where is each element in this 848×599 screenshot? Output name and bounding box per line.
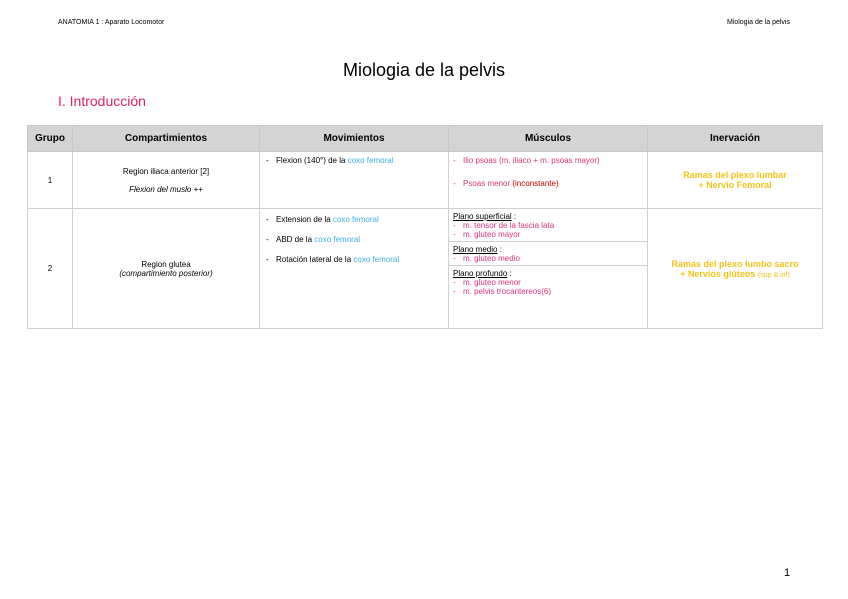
row2-musculos <box>449 209 648 329</box>
list-item-text: m. gluteo menor <box>463 278 521 287</box>
row2-compartimiento <box>73 209 260 329</box>
row1-inerv-line1: Ramas del plexo lumbar <box>683 170 787 180</box>
row2-mov2-link: coxo femoral <box>314 235 361 244</box>
row2-movimientos <box>260 209 449 329</box>
plano-profundo <box>449 266 647 298</box>
list-item: - m. gluteo medio <box>453 254 520 263</box>
running-header-right: Miologia de la pelvis <box>726 19 790 26</box>
page-title: Miologia de la pelvis <box>342 60 506 80</box>
row1-mov1-text: Flexion (140°) de la <box>276 156 348 165</box>
row2-inerv-line1: Ramas del plexo lumbo sacro <box>671 258 799 269</box>
page-number: 1 <box>784 567 791 579</box>
plano-medio-title: Plano medio <box>453 245 498 254</box>
row2-grupo: 2 <box>28 209 73 329</box>
table-header-row <box>28 126 823 152</box>
row2-mov3-text: Rotación lateral de la <box>276 255 354 264</box>
running-header-left: ANATOMIA 1 : Aparato Locomotor <box>58 19 165 26</box>
list-item: - m. pelvis trocantereos(6) <box>453 287 552 296</box>
plano-profundo-colon: : <box>507 269 512 278</box>
row1-mov1-link: coxo femoral <box>347 156 394 165</box>
row2-mov2-text: ABD de la <box>276 235 315 244</box>
row2-mov3: - Rotación lateral de la coxo femoral <box>266 255 400 264</box>
row1-musculos <box>449 152 648 209</box>
row2-comp-sub: (compartimiento posterior) <box>119 268 213 278</box>
header-musculos: Músculos <box>449 126 648 152</box>
muscle-table <box>27 125 823 329</box>
list-item-text: m. gluteo mayor <box>463 230 521 239</box>
plano-medio-colon: : <box>497 245 502 254</box>
row1-mus2-note: (inconstante) <box>512 179 559 188</box>
plano-medio <box>449 242 647 266</box>
table-row-1 <box>28 152 823 209</box>
row2-inerv-line2: + Nervios glúteos <box>680 268 758 279</box>
row2-inervacion <box>648 209 823 329</box>
header-movimientos: Movimientos <box>260 126 449 152</box>
plano-superficial <box>449 209 647 242</box>
header-compartimientos: Compartimientos <box>73 126 260 152</box>
row1-mus2-text: Psoas menor <box>463 179 513 188</box>
list-item-text: m. tensor de la fascia lata <box>463 221 555 230</box>
row2-mov1: - Extension de la coxo femoral <box>266 215 379 224</box>
plano-profundo-title: Plano profundo <box>453 269 508 278</box>
header-grupo: Grupo <box>28 126 73 152</box>
row1-mus2: - Psoas menor (inconstante) <box>453 179 559 188</box>
header-inervacion: Inervación <box>648 126 823 152</box>
row2-comp-name: Region glutea <box>141 259 191 269</box>
row2-mov3-link: coxo femoral <box>353 255 400 264</box>
section-heading: I. Introducción <box>58 93 146 109</box>
table-row-2 <box>28 209 823 329</box>
row2-mov2: - ABD de la coxo femoral <box>266 235 361 244</box>
row2-mov1-text: Extension de la <box>276 215 333 224</box>
row2-inerv-small: (sup & inf) <box>757 271 790 279</box>
list-item: - m. gluteo menor <box>453 278 521 287</box>
row1-inerv-line2: + Nervio Femoral <box>698 180 772 190</box>
list-item-text: m. pelvis trocantereos(6) <box>463 287 552 296</box>
row1-mus1: - Ilio psoas (m. iliaco + m. psoas mayor) <box>453 156 600 165</box>
list-item: - m. tensor de la fascia lata <box>453 221 555 230</box>
list-item: - m. gluteo mayor <box>453 230 521 239</box>
row1-mus1-text: Ilio psoas (m. iliaco + m. psoas mayor) <box>463 156 600 165</box>
row1-grupo: 1 <box>28 152 73 209</box>
row1-movimientos <box>260 152 449 209</box>
plano-superficial-colon: : <box>511 212 517 221</box>
list-item-text: m. gluteo medio <box>463 254 520 263</box>
plano-superficial-title: Plano superficial <box>453 212 512 221</box>
row1-comp-name: Region iliaca anterior [2] <box>122 166 210 176</box>
row1-mov1: - Flexion (140°) de la coxo femoral <box>266 156 394 165</box>
row1-compartimiento <box>73 152 260 209</box>
row1-comp-sub: Flexion del muslo ++ <box>129 184 203 194</box>
row1-inervacion <box>648 152 823 209</box>
row2-mov1-link: coxo femoral <box>332 215 379 224</box>
